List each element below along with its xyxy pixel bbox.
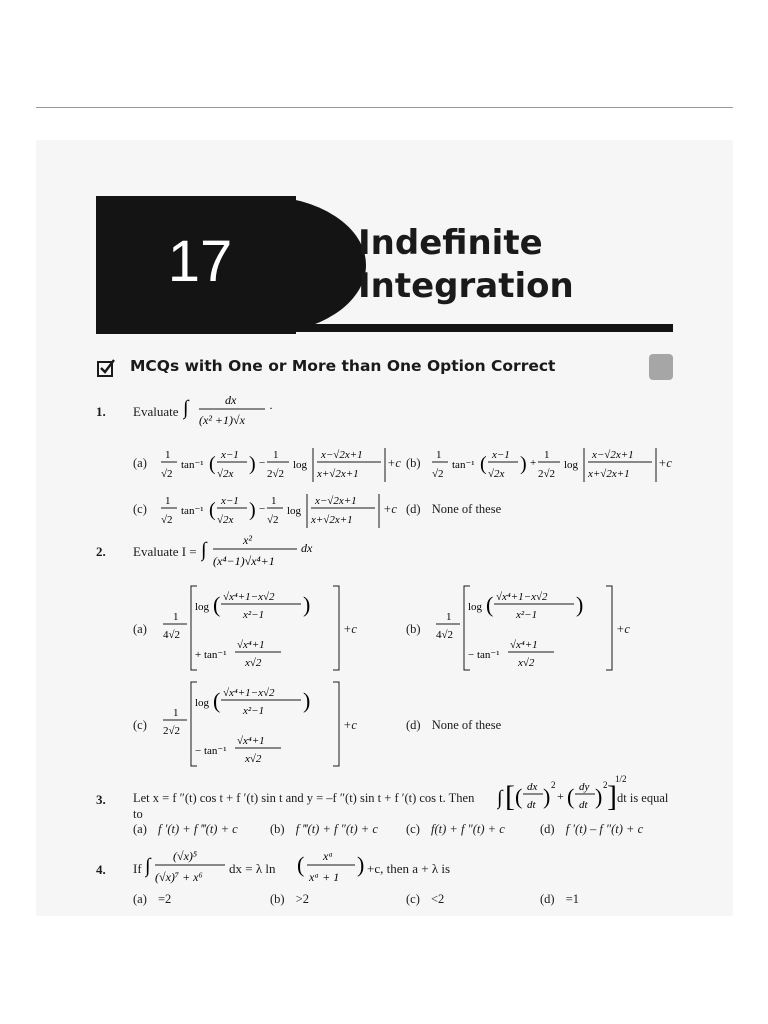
question-3-number: 3.	[96, 792, 106, 807]
svg-text:dx: dx	[225, 393, 237, 407]
svg-text:2√2: 2√2	[538, 468, 556, 480]
svg-text:x√2: x√2	[518, 657, 535, 669]
svg-text:√2: √2	[432, 468, 444, 480]
svg-text:+ tan⁻¹: + tan⁻¹	[195, 649, 227, 661]
q3-option-a[interactable]: (a) f ′(t) + f ‴(t) + c	[133, 822, 238, 836]
svg-text:(: (	[297, 852, 305, 877]
svg-text:log: log	[195, 697, 210, 709]
svg-text:xᵃ + 1: xᵃ + 1	[309, 870, 340, 884]
svg-text:tan⁻¹: tan⁻¹	[181, 505, 204, 517]
svg-text:): )	[303, 688, 311, 713]
svg-text:+: +	[530, 457, 537, 469]
svg-text:∫: ∫	[183, 397, 189, 419]
svg-text:log: log	[293, 459, 308, 471]
svg-text:x−√2x+1: x−√2x+1	[592, 449, 634, 461]
checkbox-check-icon	[96, 358, 116, 378]
question-3-stem	[133, 774, 673, 822]
svg-text:(: (	[480, 453, 487, 475]
svg-text:(: (	[209, 453, 216, 475]
svg-text:(: (	[486, 592, 494, 617]
svg-text:√x⁴+1: √x⁴+1	[510, 639, 538, 651]
svg-text:log: log	[564, 459, 579, 471]
svg-text:1: 1	[446, 611, 452, 623]
svg-text:xᵃ: xᵃ	[323, 849, 334, 863]
svg-text:4√2: 4√2	[436, 629, 454, 641]
svg-text:x√2: x√2	[245, 657, 262, 669]
svg-text:1: 1	[165, 495, 171, 507]
question-3-text: Let x = f ″(t) cos t + f ′(t) sin t and y = –f ″(t) sin t + f ′(t) cos t. Then	[133, 791, 475, 805]
q3-option-c[interactable]: (c) f(t) + f ″(t) + c	[406, 822, 505, 836]
q4-option-b[interactable]: (b) >2	[270, 892, 310, 906]
question-4-number: 4.	[96, 862, 106, 877]
svg-text:x−1: x−1	[492, 449, 510, 461]
svg-text:√2: √2	[161, 514, 173, 526]
svg-text:+: +	[557, 789, 564, 803]
q3-option-d[interactable]: (d) f ′(t) – f ″(t) + c	[540, 822, 644, 836]
svg-text:√2: √2	[161, 468, 173, 480]
svg-text:): )	[595, 784, 603, 809]
question-2-stem: Evaluate I = ∫ x² (x⁴−1)√x⁴+1 dx	[133, 536, 197, 552]
question-3-tail: dt is equal	[617, 791, 669, 805]
svg-text:x+√2x+1: x+√2x+1	[317, 468, 359, 480]
svg-text:x²−1: x²−1	[243, 609, 265, 621]
svg-text:√x⁴+1−x√2: √x⁴+1−x√2	[223, 687, 275, 699]
grey-tab-marker	[649, 354, 673, 380]
svg-text:): )	[543, 784, 551, 809]
svg-text:1: 1	[173, 611, 179, 623]
svg-text:dt: dt	[527, 799, 536, 811]
svg-text:x−1: x−1	[221, 449, 239, 461]
svg-text:√2x: √2x	[217, 468, 234, 480]
banner-underline	[246, 324, 673, 332]
svg-text:2√2: 2√2	[163, 725, 181, 737]
svg-text:tan⁻¹: tan⁻¹	[452, 459, 475, 471]
question-4-integral	[145, 844, 235, 888]
svg-text:− tan⁻¹: − tan⁻¹	[468, 649, 500, 661]
svg-text:x²−1: x²−1	[516, 609, 538, 621]
q2-option-d[interactable]: (d) None of these	[406, 718, 502, 732]
svg-text:(: (	[213, 688, 221, 713]
svg-text:(: (	[213, 592, 221, 617]
svg-text:(: (	[567, 784, 575, 809]
svg-text:]: ]	[607, 780, 617, 813]
question-3-integral	[497, 772, 627, 818]
q1-option-b-expr	[432, 444, 672, 486]
svg-text:(√x)⁵: (√x)⁵	[173, 849, 198, 863]
svg-text:2: 2	[603, 780, 608, 790]
svg-text:(√x)⁷ + x⁶: (√x)⁷ + x⁶	[155, 870, 203, 884]
question-4-stem: If ∫ (√x)⁵ (√x)⁷ + x⁶ dx = λ ln ( xᵃ xᵃ + 1 ) +c, then a + λ is	[133, 844, 673, 888]
svg-text:−: −	[259, 503, 266, 515]
svg-text:√x⁴+1−x√2: √x⁴+1−x√2	[496, 591, 548, 603]
svg-text:x√2: x√2	[245, 753, 262, 765]
svg-text:1: 1	[271, 495, 277, 507]
svg-text:1: 1	[273, 449, 279, 461]
svg-text:): )	[249, 499, 256, 521]
chapter-number: 17	[167, 229, 233, 294]
svg-text:√x⁴+1: √x⁴+1	[237, 639, 265, 651]
chapter-title-line1: Indefinite	[358, 223, 543, 263]
svg-text:(x² +1)√x: (x² +1)√x	[199, 413, 245, 427]
svg-text:1: 1	[544, 449, 550, 461]
q2-option-c-expr	[161, 678, 351, 770]
svg-text:(: (	[515, 784, 523, 809]
section-heading	[96, 356, 673, 382]
svg-text:dx: dx	[527, 781, 538, 793]
q2-option-a-expr	[161, 582, 351, 674]
question-4-log-fraction	[297, 844, 367, 888]
svg-text:− tan⁻¹: − tan⁻¹	[195, 745, 227, 757]
question-1-number: 1.	[96, 404, 106, 419]
svg-text:log: log	[195, 601, 210, 613]
svg-text:dy: dy	[579, 781, 590, 793]
svg-text:log: log	[287, 505, 302, 517]
q1-option-d[interactable]: (d) None of these	[406, 502, 502, 516]
svg-text:[: [	[505, 780, 515, 813]
svg-text:): )	[576, 592, 584, 617]
svg-text:): )	[520, 453, 527, 475]
svg-text:∫: ∫	[201, 539, 207, 561]
svg-text:dx: dx	[301, 541, 313, 555]
q4-option-c[interactable]: (c) <2	[406, 892, 445, 906]
question-2-number: 2.	[96, 544, 106, 559]
q1-option-c-expr	[161, 490, 406, 532]
svg-text:1: 1	[165, 449, 171, 461]
top-rule	[36, 107, 733, 108]
svg-text:x+√2x+1: x+√2x+1	[311, 514, 353, 526]
svg-text:√2: √2	[267, 514, 279, 526]
svg-text:1: 1	[436, 449, 442, 461]
svg-text:−: −	[259, 457, 266, 469]
svg-text:): )	[303, 592, 311, 617]
chapter-title	[358, 222, 668, 308]
svg-text:√2x: √2x	[217, 514, 234, 526]
svg-text:log: log	[468, 601, 483, 613]
question-1-prefix: Evaluate	[133, 404, 179, 419]
question-1-integral	[183, 392, 283, 432]
section-title: MCQs with One or More than One Option Correct	[130, 357, 556, 375]
svg-text:x+√2x+1: x+√2x+1	[588, 468, 630, 480]
svg-text:√x⁴+1: √x⁴+1	[237, 735, 265, 747]
svg-text:·: ·	[269, 401, 273, 415]
q2-option-b-expr	[434, 582, 624, 674]
svg-text:x−1: x−1	[221, 495, 239, 507]
svg-text:(x⁴−1)√x⁴+1: (x⁴−1)√x⁴+1	[213, 554, 275, 568]
q1-option-a-expr	[161, 444, 406, 486]
question-3-to: to	[133, 807, 143, 821]
svg-text:1/2: 1/2	[615, 774, 627, 784]
svg-text:∫: ∫	[145, 855, 151, 877]
svg-text:√x⁴+1−x√2: √x⁴+1−x√2	[223, 591, 275, 603]
svg-text:): )	[357, 852, 365, 877]
q4-option-d[interactable]: (d) =1	[540, 892, 580, 906]
svg-text:4√2: 4√2	[163, 629, 181, 641]
svg-text:x²: x²	[243, 533, 252, 547]
question-2-integral	[201, 532, 331, 574]
svg-text:√2x: √2x	[488, 468, 505, 480]
svg-text:1: 1	[173, 707, 179, 719]
q4-option-a[interactable]: (a) =2	[133, 892, 172, 906]
svg-text:dt: dt	[579, 799, 588, 811]
q3-option-b[interactable]: (b) f ‴(t) + f ″(t) + c	[270, 822, 378, 836]
question-1-stem	[133, 393, 273, 427]
svg-text:tan⁻¹: tan⁻¹	[181, 459, 204, 471]
svg-text:x−√2x+1: x−√2x+1	[315, 495, 357, 507]
svg-text:2√2: 2√2	[267, 468, 285, 480]
svg-text:2: 2	[551, 780, 556, 790]
chapter-title-line2: Integration	[358, 266, 574, 306]
svg-text:∫: ∫	[497, 787, 503, 809]
svg-text:(: (	[209, 499, 216, 521]
chapter-banner	[96, 196, 673, 334]
svg-text:): )	[249, 453, 256, 475]
svg-text:x²−1: x²−1	[243, 705, 265, 717]
svg-text:x−√2x+1: x−√2x+1	[321, 449, 363, 461]
